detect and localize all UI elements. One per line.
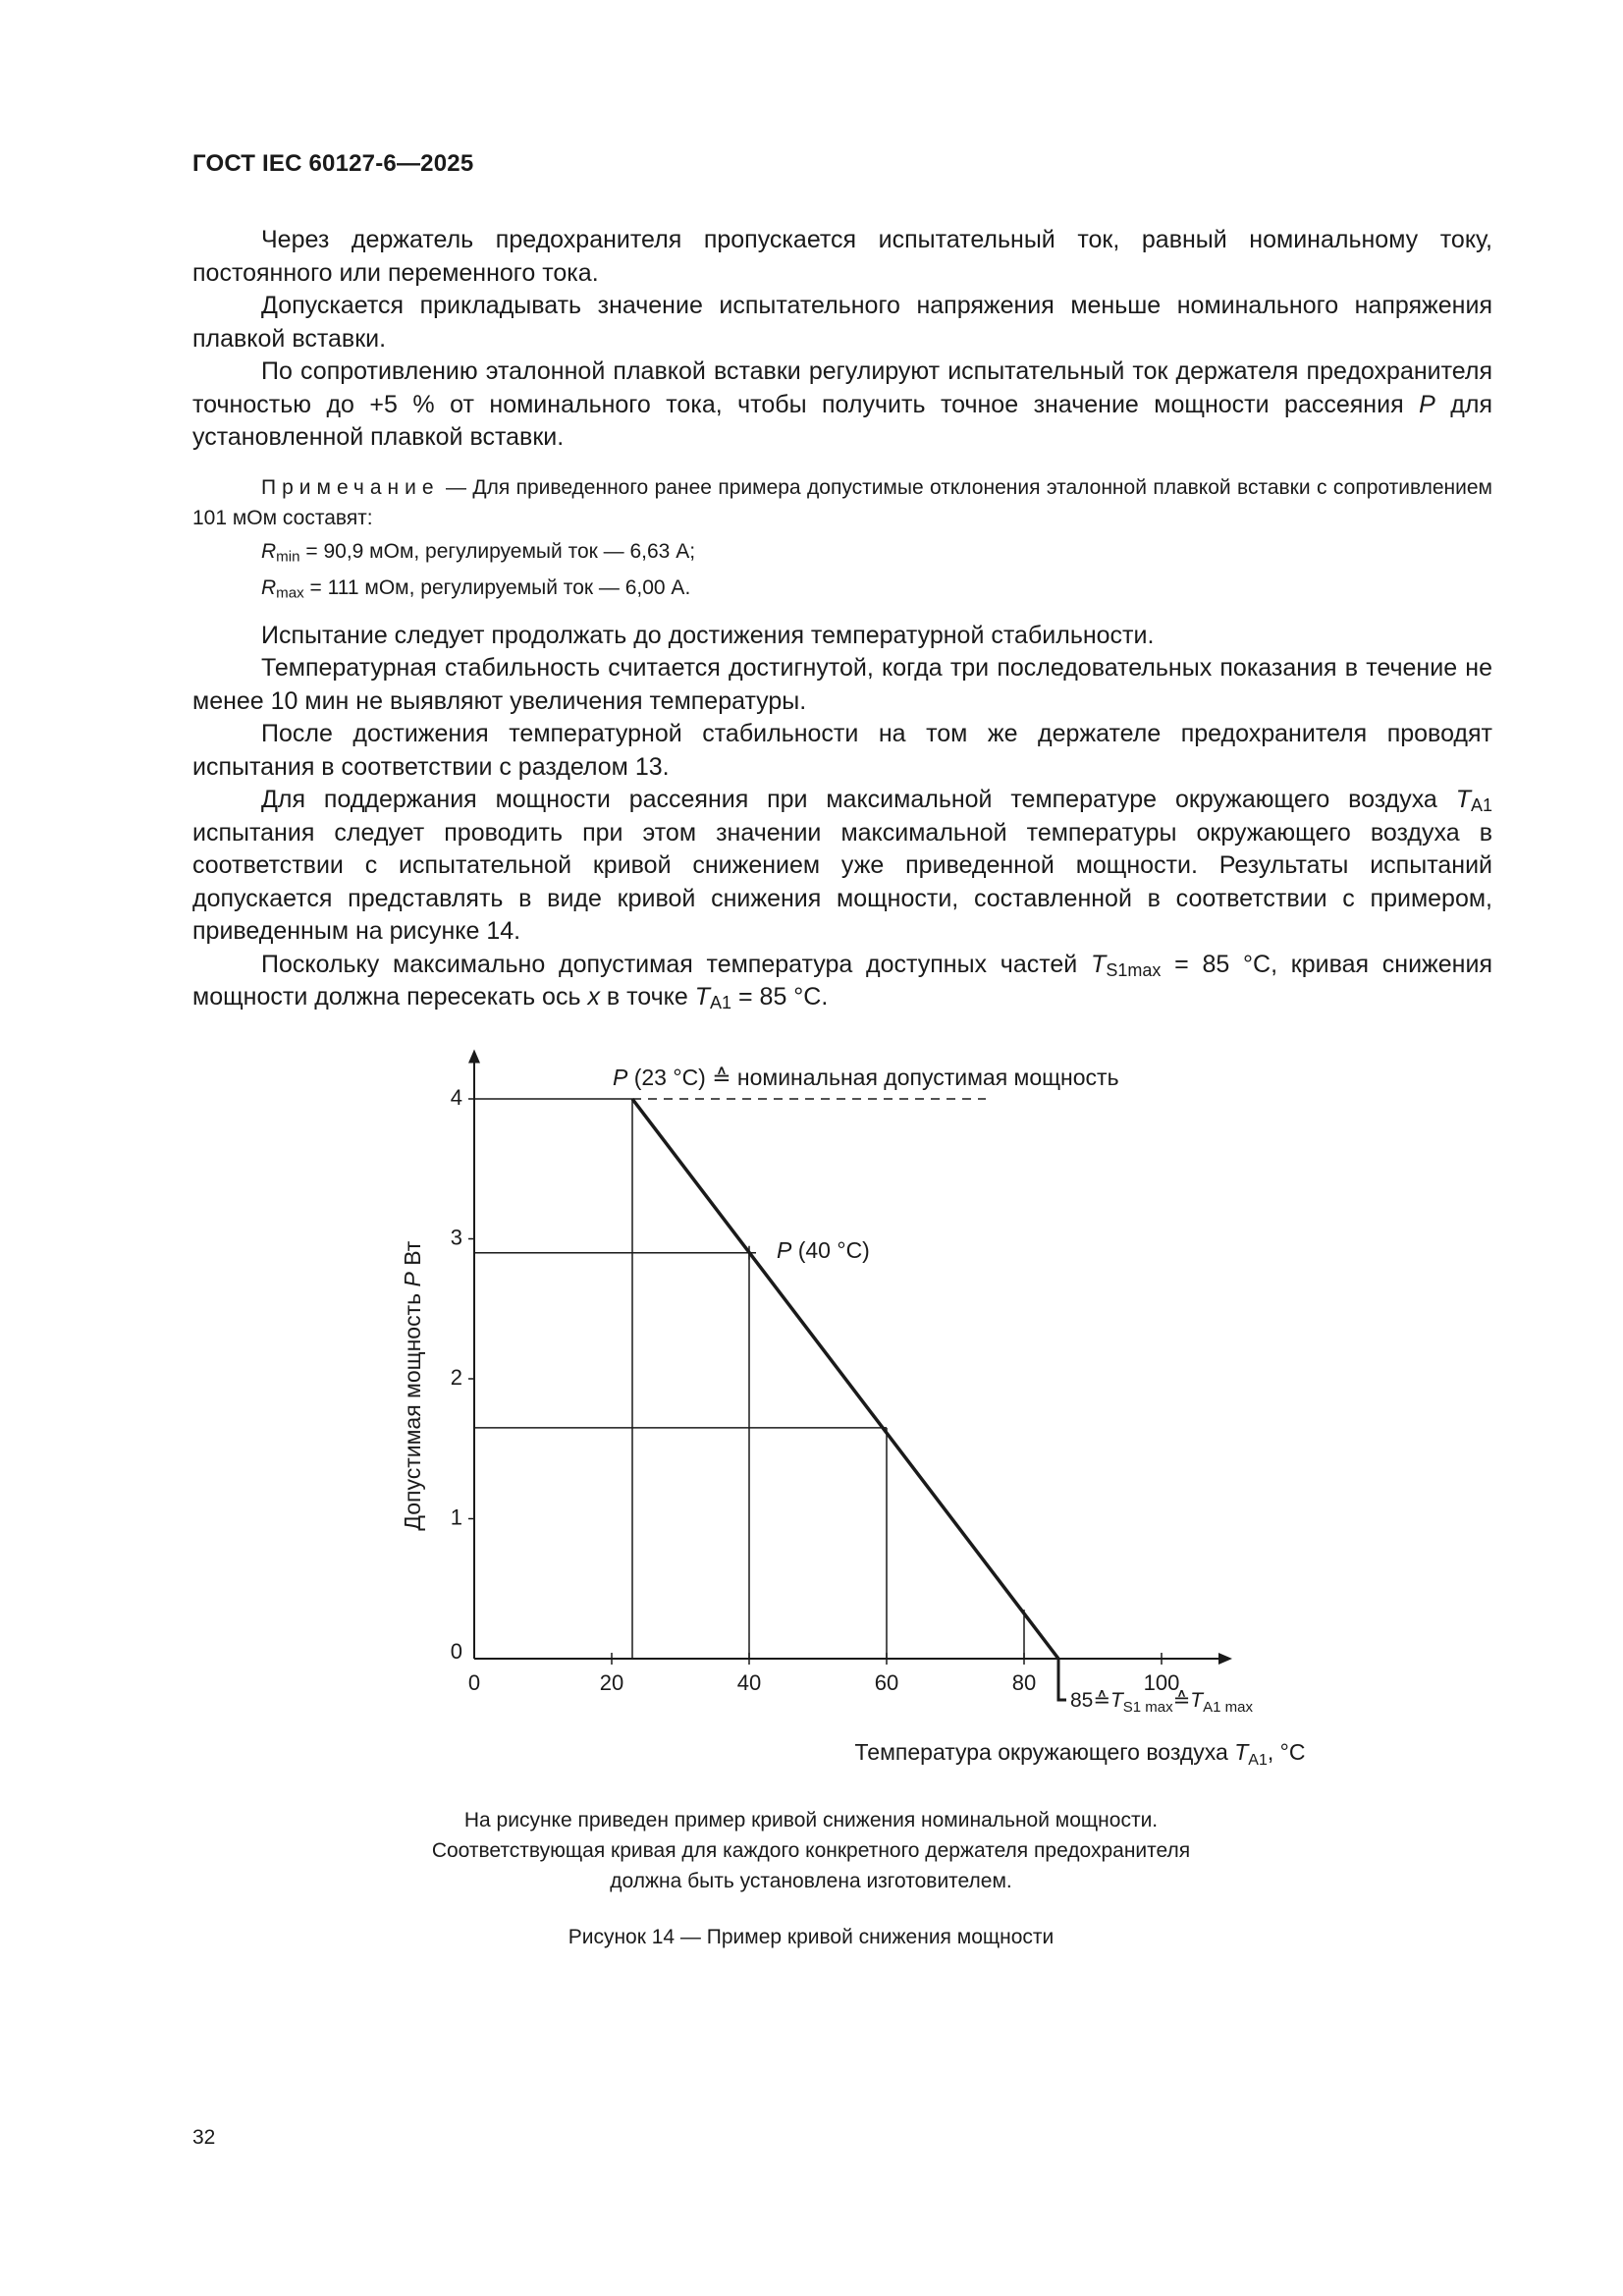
figure-caption — [320, 1805, 1302, 1896]
text-run: По сопротивлению эталонной плавкой вставки регулируют испытательный ток держателя предохранителя точностью до +5 % от номинального тока, чтобы получить точное значение мощности рассеяния — [192, 357, 1492, 418]
annotation-text: (40 °С) — [791, 1236, 870, 1263]
y-tick-label: 3 — [450, 1225, 462, 1250]
symbol-t: T — [1455, 786, 1471, 813]
formula-rmin — [192, 533, 1492, 570]
paragraph: Допускается прикладывать значение испытательного напряжения меньше номинального напряжения плавкой вставки. — [192, 292, 1492, 353]
note — [192, 472, 1492, 533]
figure-title: Рисунок 14 — Пример кривой снижения мощности — [568, 1926, 1055, 1948]
x-end-value: 85 — [1070, 1689, 1094, 1712]
formula-rmax — [192, 570, 1492, 606]
symbol-p: P — [777, 1236, 792, 1263]
text-run: для установленной плавкой вставки. — [192, 390, 1492, 451]
symbol-x: x — [587, 983, 600, 1011]
subscript: max — [276, 583, 304, 601]
derating-chart — [393, 1051, 1306, 1777]
subscript: A1 — [1248, 1752, 1268, 1769]
symbol-t: T — [1190, 1689, 1204, 1712]
annotation-text: (23 °С) — [627, 1065, 713, 1090]
y-tick-label: 4 — [450, 1085, 462, 1110]
note-text: — Для приведенного ранее примера допустимые отклонения эталонной плавкой вставки с сопротивлением 101 мОм составят: — [192, 475, 1492, 529]
corresponds-symbol: ≙ — [712, 1065, 731, 1090]
axes — [468, 1050, 1232, 1666]
subscript: A1 max — [1203, 1699, 1253, 1716]
symbol-t: T — [1091, 950, 1107, 978]
y-tick-label: 2 — [450, 1365, 462, 1390]
symbol-t: T — [1109, 1689, 1123, 1712]
x-tick-label: 80 — [1011, 1670, 1037, 1695]
document-header: ГОСТ IEC 60127-6—2025 — [192, 150, 474, 177]
y-axis-label — [400, 1240, 425, 1530]
annotation-p40 — [777, 1237, 870, 1263]
y-tick-label: 1 — [450, 1504, 462, 1530]
guide-lines — [474, 1099, 1024, 1659]
note-label: Примечание — [261, 475, 440, 499]
x-axis-label — [855, 1739, 1306, 1769]
paragraph: Температурная стабильность считается достигнутой, когда три последовательных показания в течение не менее 10 мин не выявляют увеличения температуры. — [192, 654, 1492, 715]
caption-line: должна быть установлена изготовителем. — [610, 1870, 1012, 1892]
x-tick-label: 20 — [599, 1670, 624, 1695]
axis-label-text: Допустимая мощность — [400, 1286, 425, 1531]
x-tick-label: 40 — [736, 1670, 762, 1695]
x-end-bracket — [1058, 1659, 1066, 1700]
symbol-p: P — [613, 1065, 628, 1090]
symbol-r: R — [261, 539, 277, 563]
y-tick-label: 0 — [450, 1639, 462, 1664]
subscript: min — [276, 547, 300, 565]
caption-line: На рисунке приведен пример кривой снижения номинальной мощности. — [463, 1809, 1159, 1831]
x-axis-arrow — [1218, 1653, 1232, 1665]
page-number: 32 — [192, 2126, 216, 2149]
symbol-p: P — [1419, 390, 1435, 418]
x-tick-label: 100 — [1143, 1670, 1180, 1695]
text-run: испытания следует проводить при этом значении максимальной температуры окружающего воздуха в соответствии с испытательной кривой снижением уже приведенной мощности. Результаты испытаний допускается представлять в виде кривой снижения мощности, составленной в соответствии с примером, приведенным на рисунке 14. — [192, 818, 1492, 945]
text-run: = 85 °С. — [731, 983, 829, 1011]
body-text — [192, 224, 1492, 1014]
paragraph — [192, 355, 1492, 455]
subscript: S1max — [1106, 959, 1162, 980]
corresponds-symbol: ≙ — [1172, 1689, 1191, 1712]
symbol-t: T — [1234, 1739, 1249, 1765]
text-run: в точке — [599, 983, 695, 1011]
annotation-nominal — [613, 1065, 1119, 1090]
tick-labels — [451, 1085, 1180, 1695]
paragraph: Испытание следует продолжать до достижения температурной стабильности. — [261, 621, 1155, 649]
paragraph: Через держатель предохранителя пропускается испытательный ток, равный номинальному току, постоянного или переменного тока. — [192, 226, 1492, 287]
subscript: A1 — [710, 992, 732, 1012]
caption-line: Соответствующая кривая для каждого конкретного держателя предохранителя — [431, 1839, 1191, 1862]
subscript: A1 — [1470, 794, 1492, 815]
axis-label-text: Вт — [400, 1240, 425, 1273]
symbol-p: P — [400, 1272, 425, 1287]
y-axis-arrow — [468, 1050, 480, 1064]
axis-label-text: Температура окружающего воздуха — [854, 1739, 1235, 1765]
text-run: Поскольку максимально допустимая температура доступных частей — [261, 950, 1092, 978]
subscript: S1 max — [1122, 1699, 1173, 1716]
text-run: = 85 °С, кривая снижения мощности должна пересекать ось — [192, 950, 1492, 1011]
derating-line — [632, 1099, 1058, 1659]
x-tick-label: 0 — [467, 1670, 481, 1695]
text-run: Для поддержания мощности рассеяния при максимальной температуре окружающего воздуха — [261, 786, 1456, 813]
paragraph — [192, 949, 1492, 1014]
annotation-text: номинальная допустимая мощность — [730, 1065, 1119, 1090]
axis-label-text: , °С — [1267, 1739, 1306, 1765]
symbol-t: T — [694, 983, 711, 1011]
paragraph: После достижения температурной стабильности на том же держателе предохранителя проводят испытания в соответствии с разделом 13. — [192, 720, 1492, 781]
x-tick-label: 60 — [874, 1670, 899, 1695]
derating-figure — [393, 1051, 1306, 1777]
corresponds-symbol: ≙ — [1093, 1689, 1110, 1712]
text-run: = 111 мОм, регулируемый ток — 6,00 А. — [303, 575, 691, 599]
symbol-r: R — [261, 575, 277, 599]
paragraph — [192, 784, 1492, 949]
curve — [632, 1099, 1066, 1700]
text-run: = 90,9 мОм, регулируемый ток — 6,63 А; — [299, 539, 696, 563]
